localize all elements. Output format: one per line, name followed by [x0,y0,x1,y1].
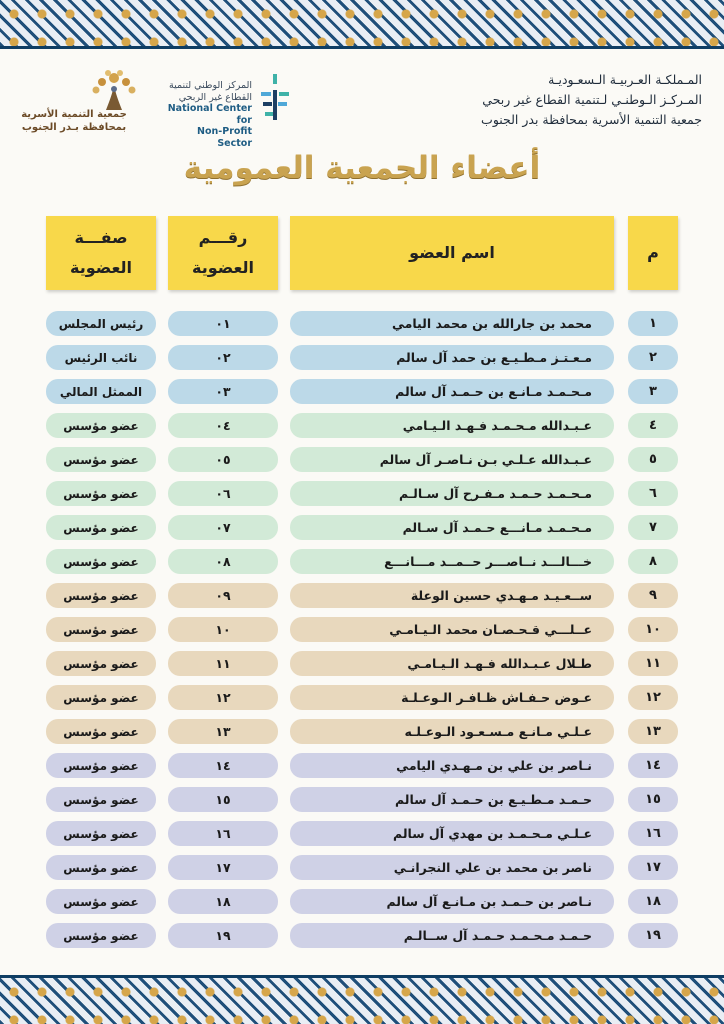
table-row [0,549,724,574]
table-row [0,889,724,914]
ncnp-logo-icon [255,72,295,126]
membership-number-cell: ١٦ [168,821,278,846]
membership-role-cell: الممثل المالي [46,379,156,404]
member-name-cell: حـمـد مـطـيـع بن حـمـد آل سالم [290,787,614,812]
table-row [0,855,724,880]
membership-number-cell: ١٢ [168,685,278,710]
table-row [0,379,724,404]
serial-cell: ١٢ [628,685,678,710]
member-name-cell: عــلـــي قـحـصـان محمد الـيـامـي [290,617,614,642]
membership-number-cell: ٠٦ [168,481,278,506]
membership-number-cell: ٠٤ [168,413,278,438]
header-membership-number: رقـــم العضوية [168,216,278,290]
header-line-national-center: المـركـز الـوطنـي لـتنمية القطاع غير ربحي [482,92,702,107]
serial-cell: ١١ [628,651,678,676]
membership-number-cell: ١٤ [168,753,278,778]
member-name-cell: ســعـيـد مـهـدي حسين الوعلة [290,583,614,608]
table-row [0,753,724,778]
member-name-cell: عـلـي مـحـمـد بن مهدي آل سالم [290,821,614,846]
membership-number-cell: ٠٢ [168,345,278,370]
membership-number-cell: ٠٨ [168,549,278,574]
membership-number-cell: ١٠ [168,617,278,642]
table-row [0,413,724,438]
serial-cell: ١٩ [628,923,678,948]
header-member-name: اسم العضو [290,216,614,290]
membership-role-cell: عضو مؤسس [46,617,156,642]
member-name-cell: خـــالـــد نــاصـــر حــمــد مـــانـــع [290,549,614,574]
member-name-cell: طـلال عـبـدالله فـهـد الـيـامـي [290,651,614,676]
membership-role-cell: عضو مؤسس [46,753,156,778]
membership-number-cell: ١٣ [168,719,278,744]
table-row [0,685,724,710]
page-title: أعضاء الجمعية العمومية [183,150,541,186]
serial-cell: ١٥ [628,787,678,812]
serial-cell: ٣ [628,379,678,404]
membership-role-cell: عضو مؤسس [46,855,156,880]
membership-role-cell: عضو مؤسس [46,787,156,812]
serial-cell: ١ [628,311,678,336]
ncnp-english-line1: National Center for [167,103,252,126]
ncnp-logo-text [160,80,252,149]
table-row [0,923,724,948]
member-name-cell: مـحـمـد حـمـد مـفـرح آل سـالـم [290,481,614,506]
membership-role-cell: عضو مؤسس [46,481,156,506]
serial-cell: ٢ [628,345,678,370]
membership-number-cell: ٠١ [168,311,278,336]
tree-icon [88,68,140,112]
member-name-cell: مـعـتـز مـطـيـع بن حمد آل سالم [290,345,614,370]
family-logo-text [20,108,128,134]
header-text-block [402,70,702,130]
membership-number-cell: ٠٣ [168,379,278,404]
serial-cell: ١٨ [628,889,678,914]
membership-role-cell: عضو مؤسس [46,719,156,744]
membership-number-cell: ٠٥ [168,447,278,472]
membership-number-cell: ١٩ [168,923,278,948]
member-name-cell: مـحـمـد مـانـع بن حـمـد آل سالم [290,379,614,404]
member-name-cell: نـاصر بن حـمـد بن مـانـع آل سالم [290,889,614,914]
membership-role-cell: عضو مؤسس [46,923,156,948]
serial-cell: ٥ [628,447,678,472]
header-serial: م [628,216,678,290]
serial-cell: ٧ [628,515,678,540]
table-row [0,515,724,540]
serial-cell: ١٤ [628,753,678,778]
table-row [0,481,724,506]
member-name-cell: نـاصر بن علي بن مـهـدي اليامي [290,753,614,778]
membership-role-cell: عضو مؤسس [46,821,156,846]
membership-number-cell: ٠٩ [168,583,278,608]
family-logo-line1: جمعية التنمية الأسرية [21,109,127,120]
serial-cell: ١٦ [628,821,678,846]
serial-cell: ٤ [628,413,678,438]
ncnp-arabic-line2: القطاع غير الربحي [178,91,252,103]
member-name-cell: عـبـدالله مـحـمـد فـهـد الـيـامي [290,413,614,438]
member-name-cell: ناصر بن محمد بن علي النجرانـي [290,855,614,880]
table-row [0,787,724,812]
family-logo-line2: بمحافظة بـدر الجنوب [21,122,127,133]
family-association-logo [20,68,145,138]
membership-role-cell: عضو مؤسس [46,549,156,574]
serial-cell: ١٠ [628,617,678,642]
table-row [0,447,724,472]
membership-role-cell: عضو مؤسس [46,651,156,676]
serial-cell: ١٧ [628,855,678,880]
ncnp-logo [160,72,295,149]
table-row [0,821,724,846]
member-name-cell: عـبـدالله عـلـي بـن نـاصـر آل سالم [290,447,614,472]
membership-number-cell: ١٥ [168,787,278,812]
membership-role-cell: عضو مؤسس [46,447,156,472]
table-row [0,583,724,608]
membership-role-cell: عضو مؤسس [46,583,156,608]
header-line-kingdom: المـملكـة العـربيـة الـسعـوديـة [548,72,702,87]
ncnp-arabic-line1: المركز الوطني لتنمية [169,80,252,91]
membership-role-cell: عضو مؤسس [46,413,156,438]
header-line-association: جمعية التنمية الأسرية بمحافظة بدر الجنوب [481,112,702,127]
member-name-cell: محمد بن جارالله بن محمد اليامي [290,311,614,336]
membership-role-cell: رئيس المجلس [46,311,156,336]
membership-role-cell: عضو مؤسس [46,685,156,710]
membership-role-cell: عضو مؤسس [46,515,156,540]
membership-number-cell: ١١ [168,651,278,676]
membership-number-cell: ١٨ [168,889,278,914]
header-membership-role: صفـــة العضوية [46,216,156,290]
table-row [0,311,724,336]
membership-number-cell: ١٧ [168,855,278,880]
membership-role-cell: عضو مؤسس [46,889,156,914]
serial-cell: ٨ [628,549,678,574]
table-row [0,719,724,744]
table-row [0,617,724,642]
serial-cell: ١٣ [628,719,678,744]
table-row [0,345,724,370]
serial-cell: ٦ [628,481,678,506]
member-name-cell: عـوض حـفـاش ظـافـر الـوعـلـة [290,685,614,710]
top-decorative-border [0,0,724,49]
membership-role-cell: نائب الرئيس [46,345,156,370]
table-row [0,651,724,676]
bottom-decorative-border [0,975,724,1024]
member-name-cell: حـمـد مـحـمـد حـمـد آل ســالـم [290,923,614,948]
ncnp-english-line2: Non-Profit Sector [197,126,252,149]
member-name-cell: مـحـمـد مـانـــع حـمـد آل سـالم [290,515,614,540]
membership-number-cell: ٠٧ [168,515,278,540]
serial-cell: ٩ [628,583,678,608]
member-name-cell: عـلـي مـانـع مـسـعـود الـوعـلـه [290,719,614,744]
